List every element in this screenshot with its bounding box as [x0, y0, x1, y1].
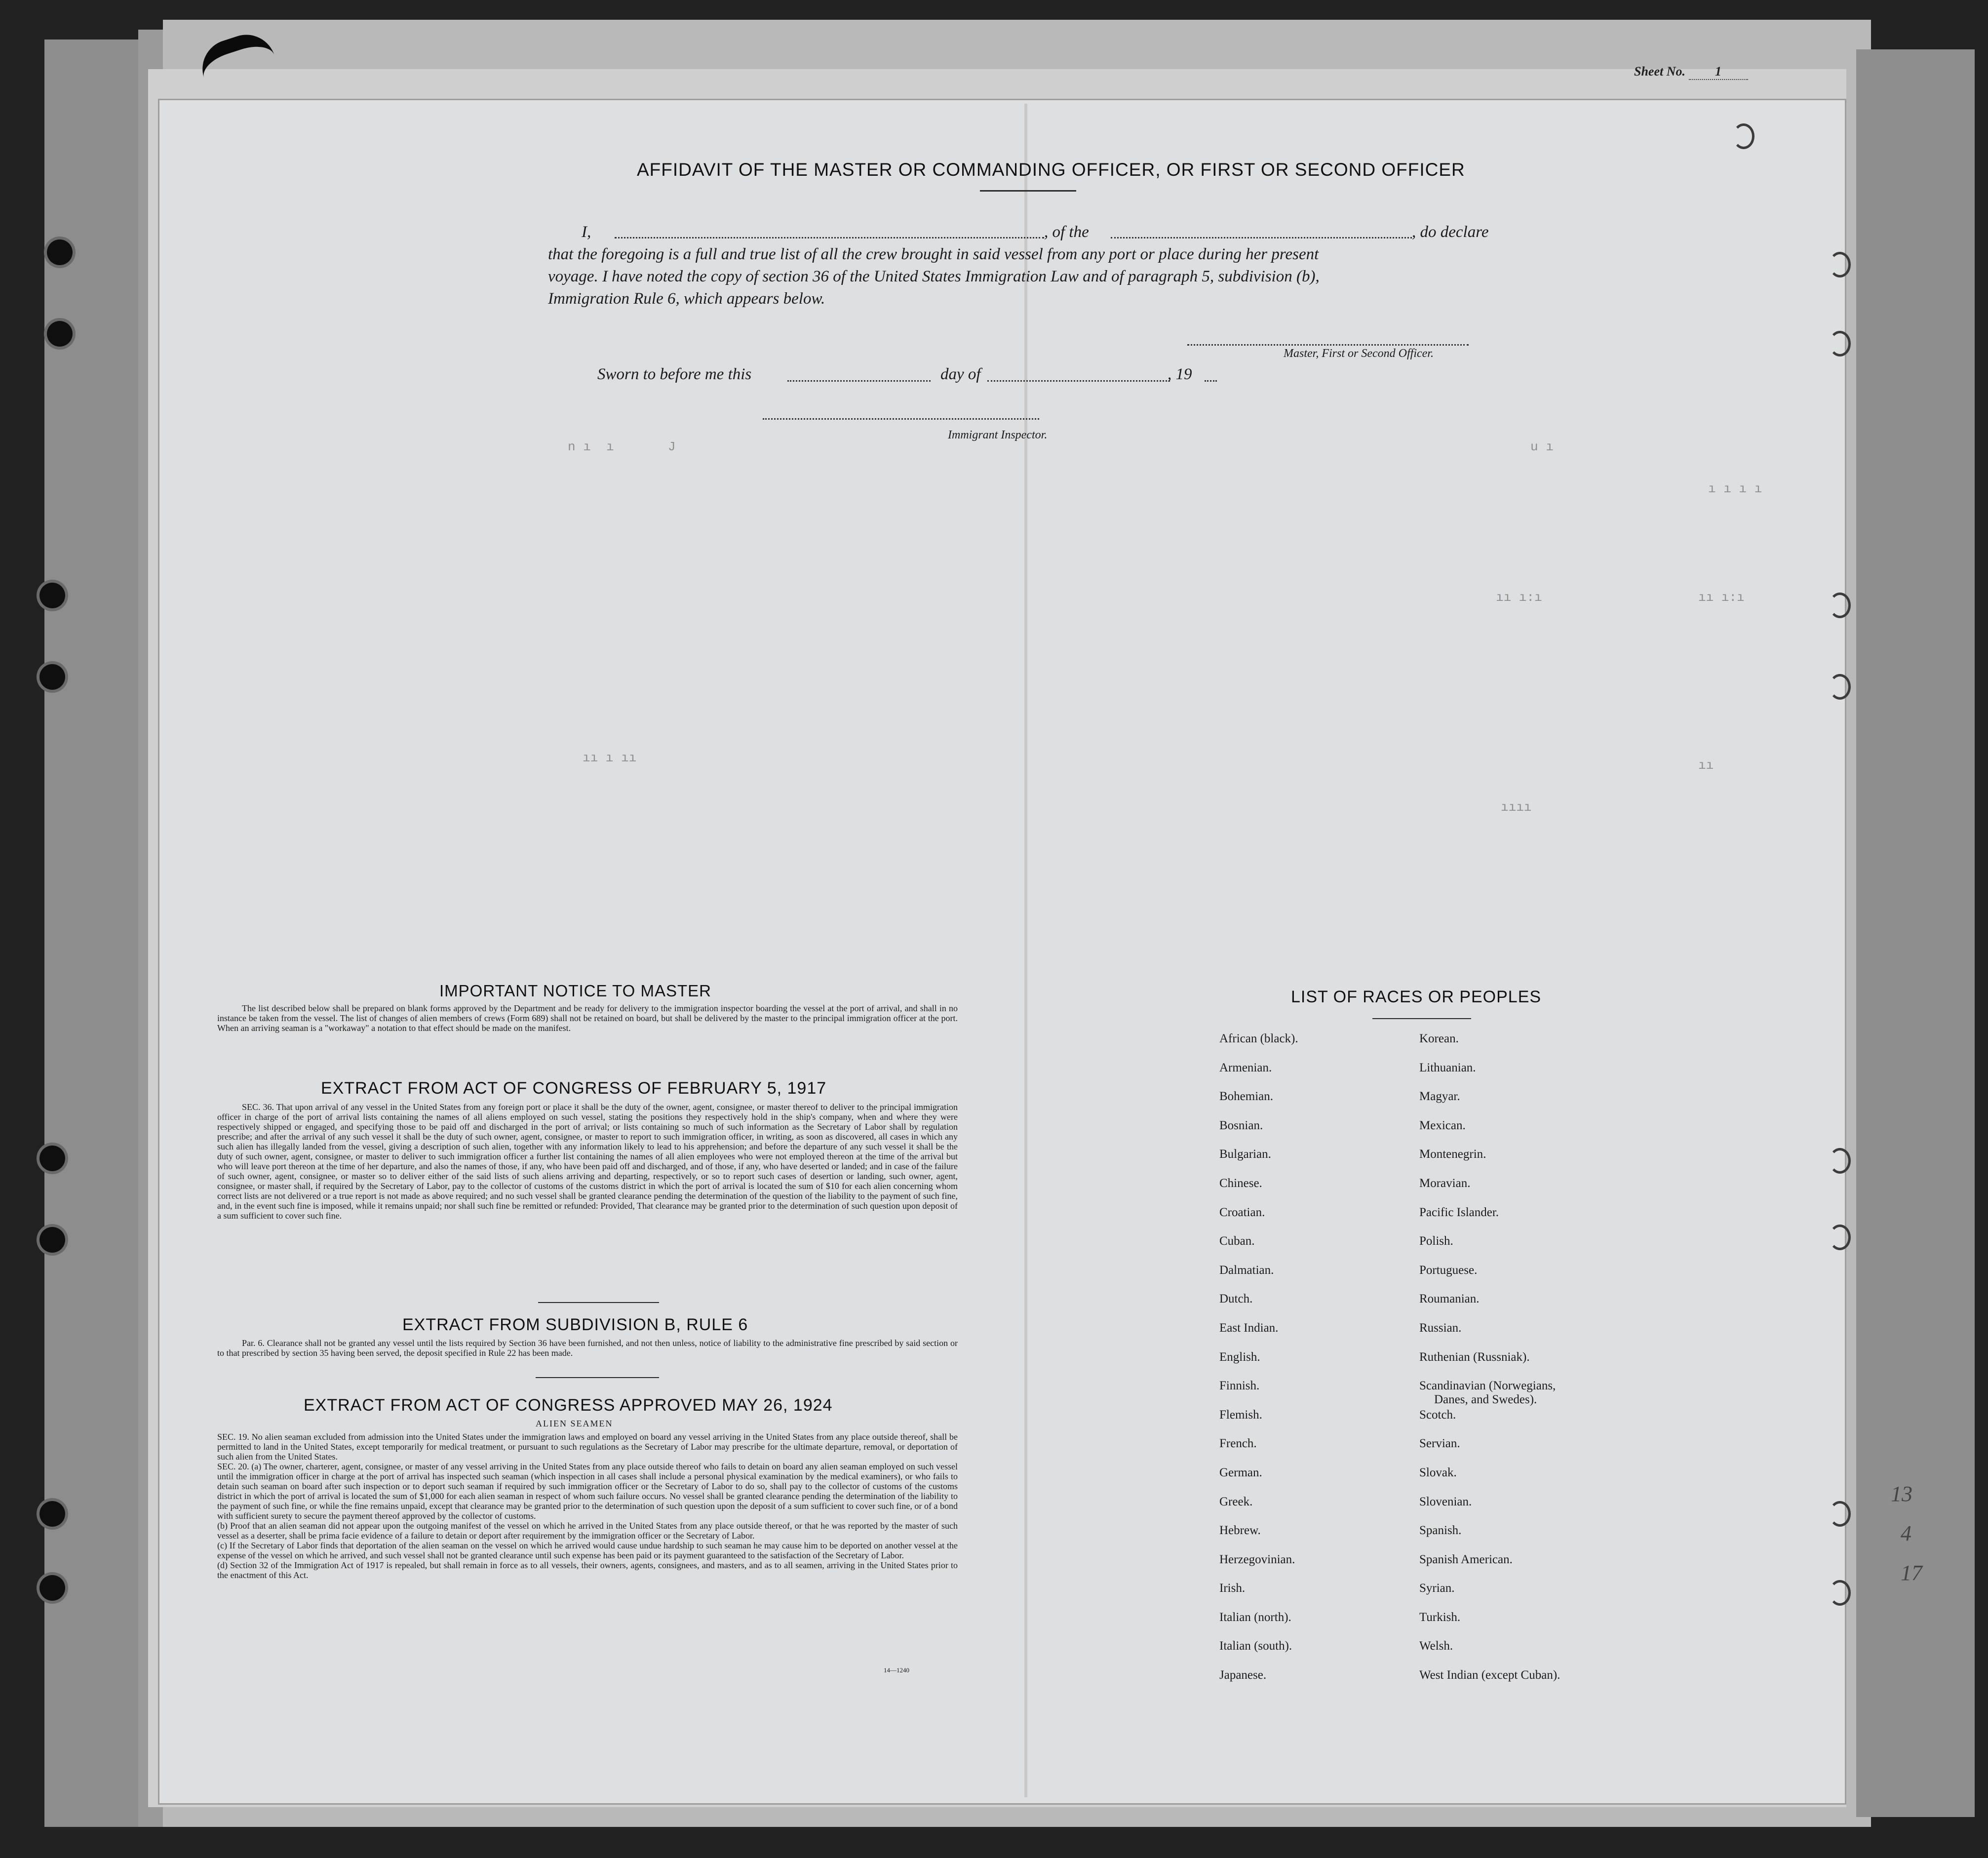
bleed-through-marks: ıııı	[1501, 800, 1532, 815]
inspector-signature-field[interactable]	[763, 417, 1039, 420]
race-item: Croatian.	[1219, 1205, 1265, 1219]
margin-note: 13	[1891, 1482, 1912, 1506]
race-item: German.	[1219, 1465, 1262, 1479]
punch-hole-icon	[1829, 1501, 1851, 1527]
bleed-through-marks: ıı	[1698, 758, 1714, 773]
section-rule	[536, 1377, 659, 1378]
binder-hole-icon	[47, 239, 73, 265]
race-item: Russian.	[1419, 1321, 1462, 1335]
affidavit-line-2: that the foregoing is a full and true list of all the crew brought in said vessel from any port or place during her present	[548, 245, 1319, 263]
race-item: Montenegrin.	[1419, 1147, 1486, 1161]
race-item: East Indian.	[1219, 1321, 1279, 1335]
race-item: Bohemian.	[1219, 1090, 1274, 1104]
punch-hole-icon	[1829, 252, 1851, 277]
race-item: Portuguese.	[1419, 1263, 1478, 1277]
bleed-through-marks: ıı ı:ı	[1698, 590, 1745, 605]
sworn-label: Sworn to before me this	[597, 365, 752, 383]
sworn-day-field[interactable]	[787, 379, 931, 382]
race-item: Chinese.	[1219, 1176, 1262, 1190]
sheet-number-label	[1634, 64, 1748, 80]
binder-hole-icon	[39, 1575, 65, 1601]
race-item: Roumanian.	[1419, 1292, 1480, 1306]
binder-hole-icon	[47, 321, 73, 347]
race-item: Bulgarian.	[1219, 1147, 1271, 1161]
race-item: Dutch.	[1219, 1292, 1253, 1306]
race-item: West Indian (except Cuban).	[1419, 1668, 1560, 1682]
sworn-month-field[interactable]	[987, 379, 1170, 382]
race-item: English.	[1219, 1350, 1260, 1364]
race-item: Armenian.	[1219, 1061, 1272, 1074]
race-item: Japanese.	[1219, 1668, 1267, 1682]
race-item: Mexican.	[1419, 1118, 1466, 1132]
affidavit-line-1	[582, 223, 591, 241]
race-item: Italian (north).	[1219, 1610, 1291, 1624]
sheet-value: 1	[1689, 64, 1748, 80]
race-item: French.	[1219, 1437, 1257, 1451]
extract-rule6-body: Par. 6. Clearance shall not be granted any vessel until the lists required by Section 36 have been furnished, and not then unless, notice of liability to the administrative fine prescribed by said section or to that prescribed by section 35 having been served, the deposit specified in Rule 22 has been made.	[217, 1338, 958, 1358]
race-item: Syrian.	[1419, 1581, 1455, 1595]
race-item: Scandinavian (Norwegians,	[1419, 1379, 1556, 1393]
races-column-1	[1219, 1032, 1298, 1698]
race-item: Magyar.	[1419, 1090, 1460, 1104]
master-signature-label: Master, First or Second Officer.	[1284, 347, 1434, 360]
race-item: Pacific Islander.	[1419, 1205, 1499, 1219]
race-item: Italian (south).	[1219, 1639, 1292, 1653]
race-item: Turkish.	[1419, 1610, 1461, 1624]
race-item: Danes, and Swedes).	[1434, 1393, 1537, 1407]
race-item: Ruthenian (Russniak).	[1419, 1350, 1530, 1364]
race-item: Welsh.	[1419, 1639, 1453, 1653]
races-column-2	[1419, 1032, 1560, 1698]
extract-rule6-title: EXTRACT FROM SUBDIVISION B, RULE 6	[402, 1315, 748, 1334]
section-rule	[538, 1302, 659, 1303]
notice-title: IMPORTANT NOTICE TO MASTER	[439, 982, 712, 1000]
punch-hole-icon	[1829, 1148, 1851, 1174]
form-number: 14—1240	[884, 1666, 909, 1674]
bleed-through-marks: ıı ı:ı	[1496, 590, 1542, 605]
race-item: Irish.	[1219, 1581, 1246, 1595]
bleed-through-marks: n ı ı J	[568, 439, 676, 454]
vessel-name-field[interactable]	[1111, 236, 1412, 238]
page-fold	[1024, 104, 1027, 1797]
race-item: Hebrew.	[1219, 1524, 1261, 1538]
race-item: Polish.	[1419, 1234, 1453, 1248]
binder-hole-icon	[39, 1227, 65, 1253]
races-rule	[1372, 1018, 1471, 1019]
year-label: , 19	[1168, 365, 1192, 383]
bleed-through-marks: ı ı ı ı	[1708, 481, 1762, 496]
of-the-label: , of the	[1044, 223, 1089, 241]
race-item: Spanish American.	[1419, 1552, 1513, 1566]
affidavit-line-4: Immigration Rule 6, which appears below.	[548, 290, 825, 308]
do-declare-label: , do declare	[1412, 223, 1489, 241]
binder-hole-icon	[39, 1146, 65, 1171]
race-item: Finnish.	[1219, 1379, 1260, 1393]
race-item: Herzegovinian.	[1219, 1552, 1295, 1566]
margin-note: 4	[1901, 1521, 1911, 1545]
binder-hole-icon	[39, 664, 65, 690]
punch-hole-icon	[1829, 1225, 1851, 1250]
sheet-label: Sheet No.	[1634, 64, 1685, 79]
punch-hole-icon	[1829, 593, 1851, 618]
race-item: Lithuanian.	[1419, 1061, 1476, 1074]
sworn-year-field[interactable]	[1205, 379, 1217, 382]
day-of-label: day of	[940, 365, 981, 383]
declarant-name-field[interactable]	[615, 236, 1044, 238]
binder-hole-icon	[39, 1501, 65, 1527]
race-item: African (black).	[1219, 1032, 1298, 1045]
race-item: Spanish.	[1419, 1524, 1462, 1538]
margin-note: 17	[1901, 1561, 1922, 1585]
race-item: Servian.	[1419, 1437, 1460, 1451]
race-item: Slovak.	[1419, 1465, 1457, 1479]
punch-hole-icon	[1829, 1580, 1851, 1606]
punch-hole-icon	[1829, 331, 1851, 356]
notice-body: The list described below shall be prepared on blank forms approved by the Department and be ready for delivery to the immigration inspector boarding the vessel at the port of arrival, and shall in no instance be taken from the vessel. The list of changes of alien members of crews (Form 689) shall not be retained on board, but shall be delivered by the master to the principal immigration officer at the port. When an arriving seaman is a "workaway" a notation to that effect should be made on the manifest.	[217, 1003, 958, 1033]
bleed-through-marks: u ı	[1530, 439, 1554, 454]
race-item: Korean.	[1419, 1032, 1459, 1045]
punch-hole-icon	[1733, 123, 1754, 149]
extract-1924-title: EXTRACT FROM ACT OF CONGRESS APPROVED MAY 26, 1924	[304, 1396, 833, 1415]
race-item: Cuban.	[1219, 1234, 1255, 1248]
affidavit-line-3: voyage. I have noted the copy of section 36 of the United States Immigration Law and of paragraph 5, subdivision (b),	[548, 268, 1320, 285]
master-signature-field[interactable]	[1187, 343, 1469, 346]
inspector-signature-label: Immigrant Inspector.	[948, 429, 1048, 441]
right-tab-strip	[1856, 49, 1975, 1817]
races-title: LIST OF RACES OR PEOPLES	[1291, 988, 1542, 1006]
punch-hole-icon	[1829, 674, 1851, 700]
race-item: Moravian.	[1419, 1176, 1471, 1190]
title-rule	[980, 190, 1076, 192]
affidavit-title: AFFIDAVIT OF THE MASTER OR COMMANDING OFFICER, OR FIRST OR SECOND OFFICER	[637, 159, 1465, 180]
alien-seamen-subtitle: ALIEN SEAMEN	[536, 1419, 613, 1428]
extract-1917-title: EXTRACT FROM ACT OF CONGRESS OF FEBRUARY 5, 1917	[321, 1079, 827, 1098]
race-item: Dalmatian.	[1219, 1263, 1274, 1277]
extract-1917-body: SEC. 36. That upon arrival of any vessel in the United States from any foreign port or place it shall be the duty of the owner, agent, consignee, or master thereof to deliver to the principal immigration officer in charge of the port of arrival lists containing the names of all aliens employed on such vessel, stating the positions they respectively hold in the ship's company, when and where they were respectively shipped or engaged, and specifying those to be paid off and discharged in the port of arrival; or lists containing so much of such information as the Secretary of Labor shall by regulation prescribe; and after the arrival of any such vessel it shall be the duty of such owner, agent, consignee, or master to report to such immigration officer, in writing, as soon as discovered, all cases in which any such alien has illegally landed from the vessel, giving a description of such alien, together with any information likely to lead to his apprehension; and before the departure of any such vessel it shall be the duty of such owner, agent, consignee, or master to deliver to such immigration officer a further list containing the names of all alien employees who were not employed thereon at the time of the arrival but who will leave port thereon at the time of her departure, and also the names of those, if any, who have been paid off and discharged, and of those, if any, who have deserted or landed; and in case of the failure of such owner, agent, consignee, or master so to deliver either of the said lists of such aliens arriving and departing, respectively, or so to report such cases of desertion or landing, such owner, agent, consignee, or master shall, if required by the Secretary of Labor, pay to the collector of customs of the customs district in which the port of arrival is located the sum of $10 for each alien concerning whom correct lists are not delivered or a true report is not made as above required; and no such vessel shall be granted clearance pending the determination of the question of the liability to the payment of such fine, and, in the event such fine is imposed, while it remains unpaid; nor shall such fine be remitted or refunded: Provided, That clearance may be granted prior to the determination of such question upon deposit of a sum sufficient to cover such fine.	[217, 1102, 958, 1221]
race-item: Greek.	[1219, 1495, 1253, 1508]
race-item: Flemish.	[1219, 1408, 1262, 1422]
extract-1924-body: SEC. 19. No alien seaman excluded from admission into the United States under the immigration laws and employed on board any vessel arriving in the United States from any place outside thereof, shall be permitted to land in the United States, except temporarily for medical treatment, or pursuant to such regulations as the Secretary of Labor may prescribe for the ultimate departure, removal, or deportation of such alien from the United States. SEC. 20. (a) The owner, charterer, agent, consignee, or master of any vessel arriving in the United States from any place outside thereof who fails to detain on board any alien seaman employed on such vessel until the immigration officer in charge at the port of arrival has inspected such seaman (which inspection in all cases shall include a personal physical examination by the medical examiners), or who fails to detain such seaman on board after such inspection or to deport such seaman if required by such immigration officer or the Secretary of Labor to do so, shall pay to the collector of customs of the customs district in which the port of arrival is located the sum of $1,000 for each alien seaman in respect of whom such failure occurs. No vessel shall be granted clearance pending the determination of the liability to the payment of such fine, or while the fine remains unpaid, except that clearance may be granted prior to the determination of such question upon the deposit of a sum sufficient to cover such fine, or of a bond with sufficient surety to secure the payment thereof approved by the collector of customs. (b) Proof that an alien seaman did not appear upon the outgoing manifest of the vessel on which he arrived in the United States from any place outside thereof, or that he was reported by the master of such vessel as a deserter, shall be prima facie evidence of a failure to detain or deport after requirement by the immigration officer or the Secretary of Labor. (c) If the Secretary of Labor finds that deportation of the alien seaman on the vessel on which he arrived would cause undue hardship to such seaman he may cause him to be deported on another vessel at the expense of the vessel on which he arrived, and such vessel shall not be granted clearance until such expense has been paid or its payment guaranteed to the satisfaction of the Secretary of Labor. (d) Section 32 of the Immigration Act of 1917 is repealed, but shall remain in force as to all vessels, their owners, agents, consignees, and masters, and as to all seamen, arriving in the United States prior to the enactment of this Act.	[217, 1432, 958, 1580]
race-item: Bosnian.	[1219, 1118, 1263, 1132]
declarant-prefix: I,	[582, 223, 591, 241]
binder-hole-icon	[39, 583, 65, 608]
race-item: Slovenian.	[1419, 1495, 1472, 1508]
bleed-through-marks: ıı ı ıı	[583, 751, 637, 765]
race-item: Scotch.	[1419, 1408, 1456, 1422]
